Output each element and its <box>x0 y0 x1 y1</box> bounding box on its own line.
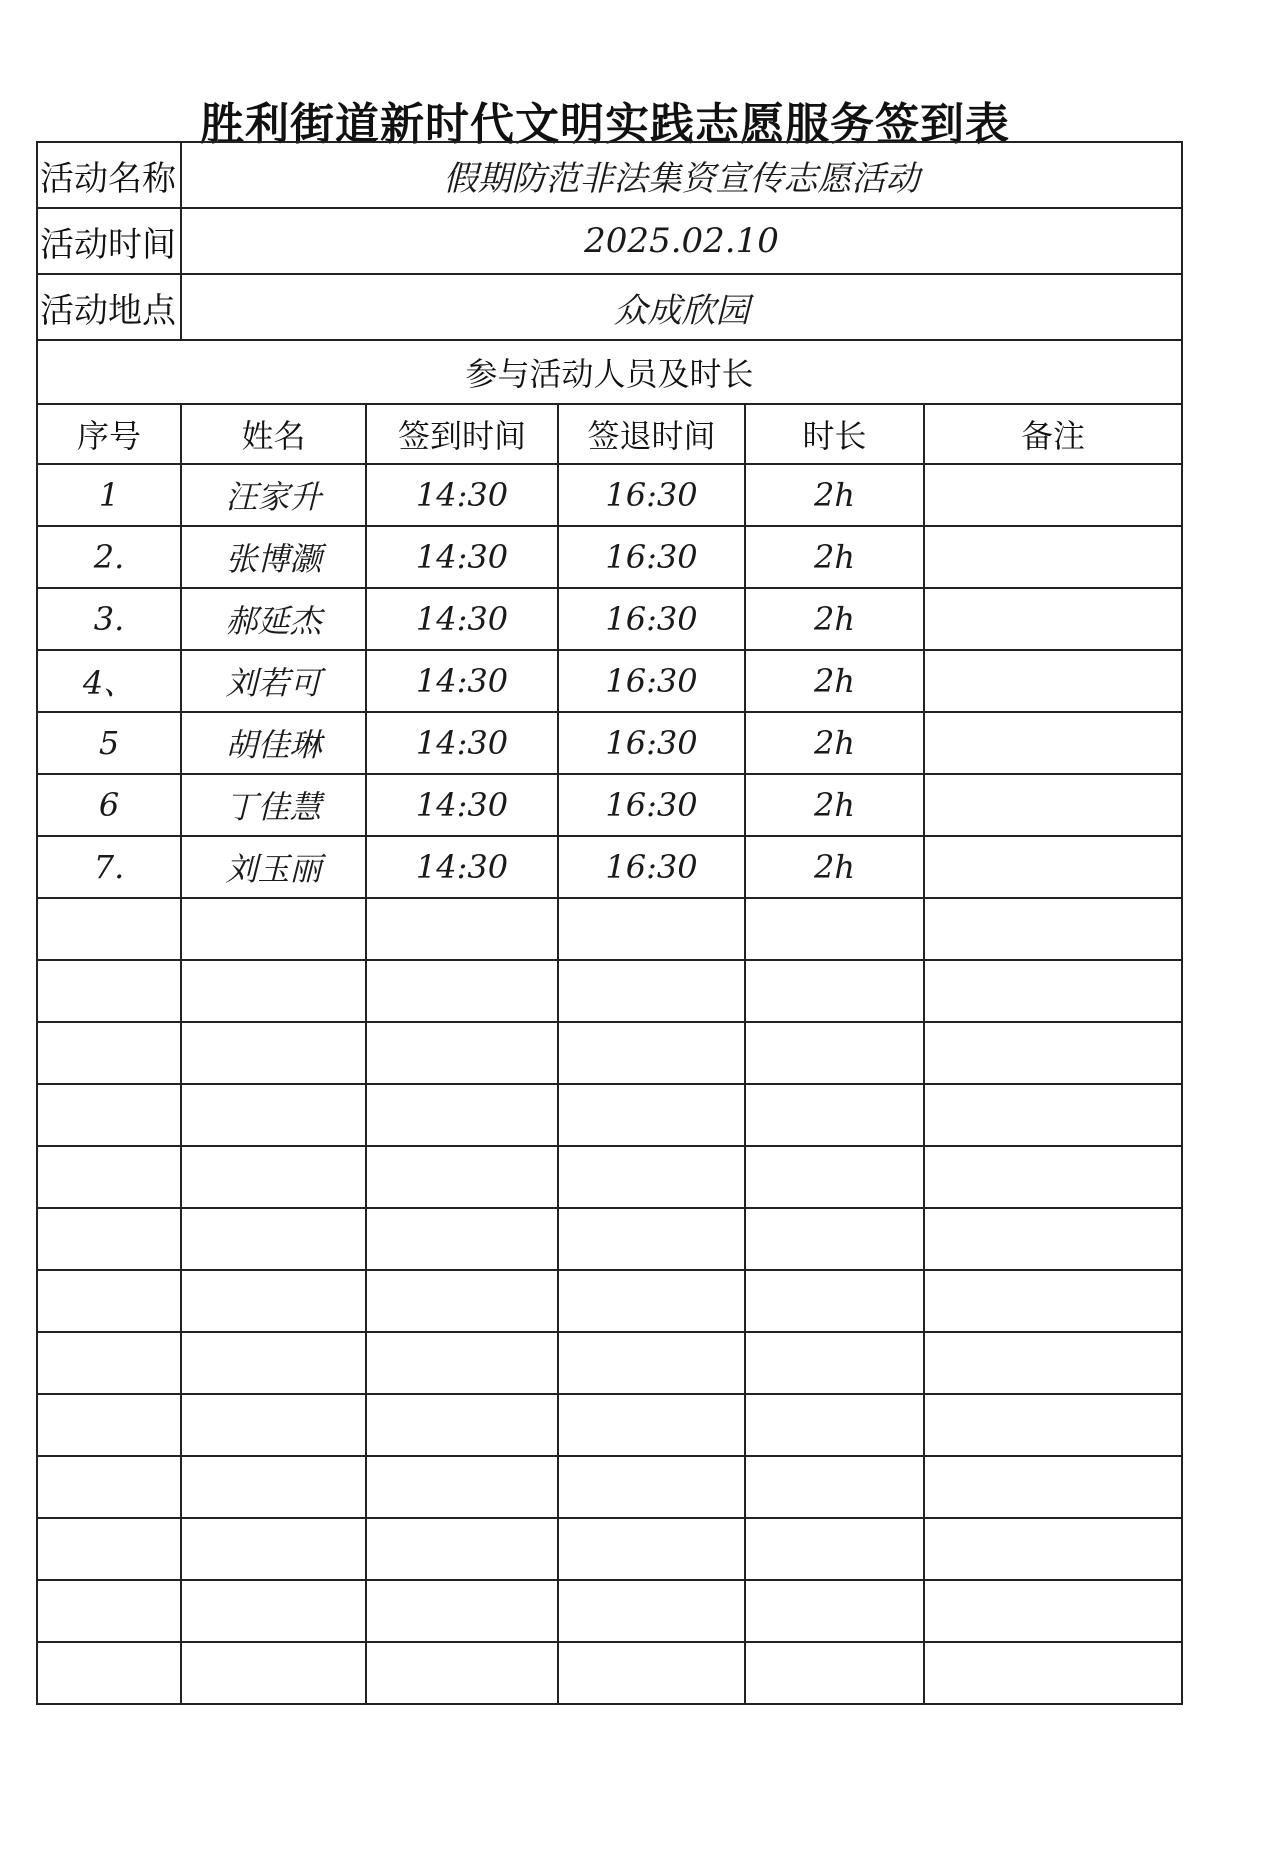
table-row <box>37 836 1182 898</box>
col-header-duration: 时长 <box>745 404 924 464</box>
row-name: 胡佳琳 <box>181 712 366 774</box>
empty-row <box>37 1208 1182 1270</box>
page-title: 胜利街道新时代文明实践志愿服务签到表 <box>200 99 1010 150</box>
table-row <box>37 774 1182 836</box>
empty-row <box>37 1022 1182 1084</box>
row-note <box>924 464 1182 526</box>
empty-row <box>37 1270 1182 1332</box>
row-name: 郝延杰 <box>181 588 366 650</box>
row-duration: 2h <box>745 464 924 526</box>
row-note <box>924 588 1182 650</box>
row-sign-out: 16:30 <box>558 774 745 836</box>
empty-row <box>37 1518 1182 1580</box>
column-header-row <box>37 404 1182 464</box>
sign-in-table <box>36 141 1183 1705</box>
col-header-no: 序号 <box>37 404 181 464</box>
col-header-name: 姓名 <box>181 404 366 464</box>
table-row <box>37 712 1182 774</box>
table-row <box>37 650 1182 712</box>
row-sign-in: 14:30 <box>366 526 558 588</box>
empty-row <box>37 1146 1182 1208</box>
row-sign-in: 14:30 <box>366 650 558 712</box>
row-duration: 2h <box>745 774 924 836</box>
row-sign-out: 16:30 <box>558 588 745 650</box>
row-no: 4、 <box>37 650 181 712</box>
row-sign-in: 14:30 <box>366 464 558 526</box>
row-sign-out: 16:30 <box>558 526 745 588</box>
row-no: 5 <box>37 712 181 774</box>
row-duration: 2h <box>745 650 924 712</box>
row-sign-out: 16:30 <box>558 464 745 526</box>
row-no: 2. <box>37 526 181 588</box>
activity-time-value: 2025.02.10 <box>181 208 1182 274</box>
row-sign-out: 16:30 <box>558 650 745 712</box>
row-name: 丁佳慧 <box>181 774 366 836</box>
col-header-sign-out: 签退时间 <box>558 404 745 464</box>
row-note <box>924 836 1182 898</box>
row-sign-in: 14:30 <box>366 774 558 836</box>
section-title: 参与活动人员及时长 <box>37 340 1182 404</box>
empty-row <box>37 1456 1182 1518</box>
empty-row <box>37 898 1182 960</box>
table-row <box>37 588 1182 650</box>
empty-row <box>37 960 1182 1022</box>
activity-time-row <box>37 208 1182 274</box>
row-no: 1 <box>37 464 181 526</box>
activity-place-row <box>37 274 1182 340</box>
empty-row <box>37 1084 1182 1146</box>
row-name: 刘若可 <box>181 650 366 712</box>
activity-place-label: 活动地点 <box>37 274 181 340</box>
row-name: 刘玉丽 <box>181 836 366 898</box>
row-no: 6 <box>37 774 181 836</box>
activity-time-label: 活动时间 <box>37 208 181 274</box>
activity-place-value: 众成欣园 <box>181 274 1182 340</box>
activity-name-label: 活动名称 <box>37 142 181 208</box>
row-note <box>924 526 1182 588</box>
empty-row <box>37 1642 1182 1704</box>
row-sign-out: 16:30 <box>558 712 745 774</box>
row-name: 张博灏 <box>181 526 366 588</box>
row-sign-out: 16:30 <box>558 836 745 898</box>
row-duration: 2h <box>745 836 924 898</box>
row-sign-in: 14:30 <box>366 836 558 898</box>
empty-row <box>37 1332 1182 1394</box>
row-sign-in: 14:30 <box>366 712 558 774</box>
row-sign-in: 14:30 <box>366 588 558 650</box>
empty-row <box>37 1394 1182 1456</box>
row-note <box>924 650 1182 712</box>
section-header-row <box>37 340 1182 404</box>
row-note <box>924 712 1182 774</box>
activity-name-value: 假期防范非法集资宣传志愿活动 <box>181 142 1182 208</box>
row-no: 7. <box>37 836 181 898</box>
row-note <box>924 774 1182 836</box>
col-header-note: 备注 <box>924 404 1182 464</box>
row-no: 3. <box>37 588 181 650</box>
row-duration: 2h <box>745 526 924 588</box>
col-header-sign-in: 签到时间 <box>366 404 558 464</box>
activity-name-row <box>37 142 1182 208</box>
empty-row <box>37 1580 1182 1642</box>
row-duration: 2h <box>745 712 924 774</box>
row-name: 汪家升 <box>181 464 366 526</box>
row-duration: 2h <box>745 588 924 650</box>
table-row <box>37 526 1182 588</box>
table-row <box>37 464 1182 526</box>
